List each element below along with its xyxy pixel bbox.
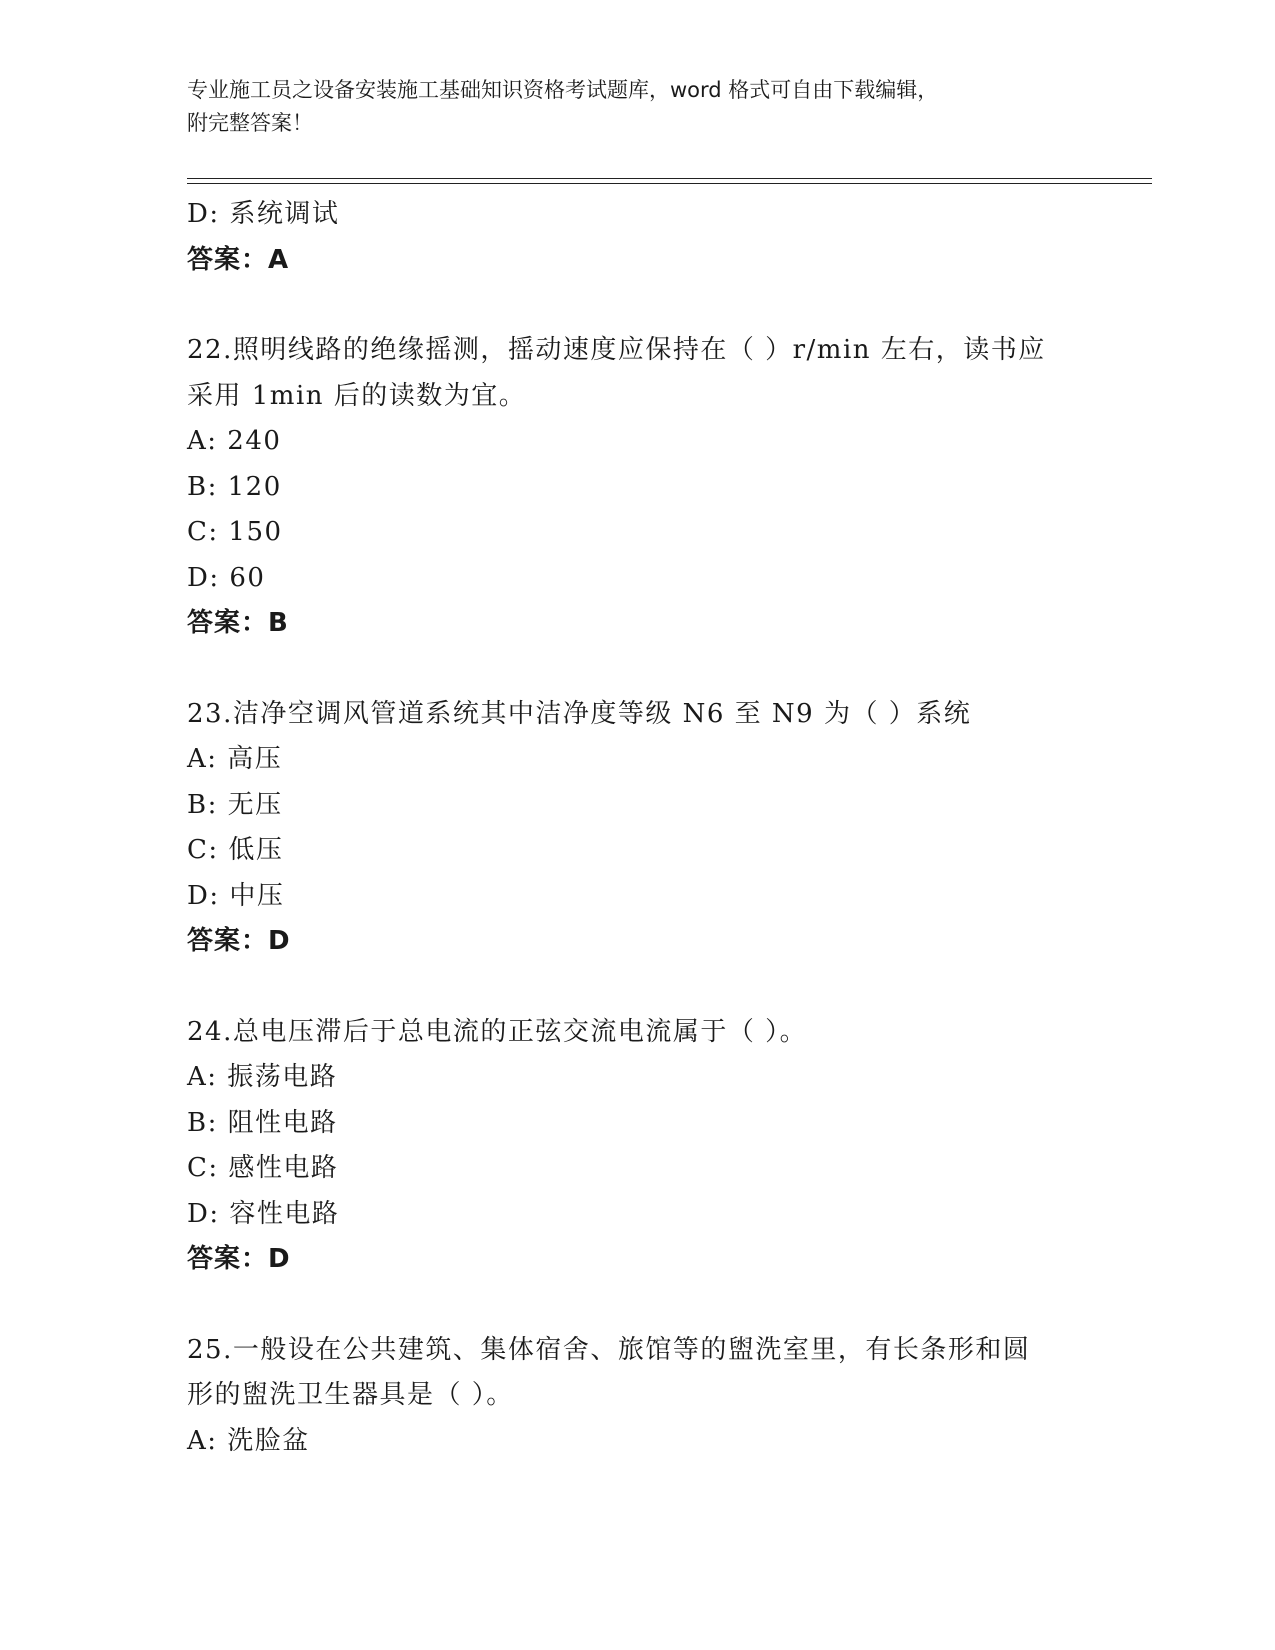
option-d: D: 60 [187,562,266,593]
spacer [187,283,1127,328]
question-stem: 25.一般设在公共建筑、集体宿舍、旅馆等的盥洗室里，有长条形和圆 [187,1334,1031,1365]
option-c: C: 感性电路 [187,1153,339,1183]
question-stem: 23.洁净空调风管道系统其中洁净度等级 N6 至 N9 为（ ）系统 [187,698,972,729]
option-b: B: 120 [187,471,282,502]
header-divider-top [187,178,1152,179]
answer-label: 答案：A [187,244,290,275]
option-a: A: 振荡电路 [187,1062,338,1092]
question-list [187,192,1127,1464]
question-22 [187,328,1127,647]
option-a: A: 高压 [187,744,283,774]
previous-question-tail [187,192,1127,283]
header-line-1: 专业施工员之设备安装施工基础知识资格考试题库，word 格式可自由下载编辑， [187,78,939,102]
question-stem-continued: 采用 1min 后的读数为宜。 [187,380,527,411]
question-25 [187,1328,1127,1465]
question-24 [187,1010,1127,1283]
header-divider-bottom [187,183,1152,184]
option-b: B: 无压 [187,789,283,820]
answer-label: 答案：B [187,608,289,638]
question-23 [187,692,1127,965]
spacer [187,647,1127,692]
option-d: D: 中压 [187,880,285,911]
answer-label: 答案：D [187,1244,291,1274]
option-a: A: 洗脸盆 [187,1425,310,1456]
option-a: A: 240 [187,426,282,456]
option-b: B: 阻性电路 [187,1107,338,1138]
option-d: D: 系统调试 [187,199,340,229]
question-stem-continued: 形的盥洗卫生器具是（ ）。 [187,1380,514,1410]
question-stem: 24.总电压滞后于总电流的正弦交流电流属于（ ）。 [187,1016,808,1047]
spacer [187,1283,1127,1328]
question-stem: 22.照明线路的绝缘摇测，摇动速度应保持在（ ）r/min 左右，读书应 [187,335,1046,365]
document-header [187,74,1067,140]
option-c: C: 低压 [187,835,284,865]
header-line-2: 附完整答案！ [187,111,313,135]
option-d: D: 容性电路 [187,1198,340,1229]
spacer [187,965,1127,1010]
answer-label: 答案：D [187,926,291,956]
option-c: C: 150 [187,517,283,547]
